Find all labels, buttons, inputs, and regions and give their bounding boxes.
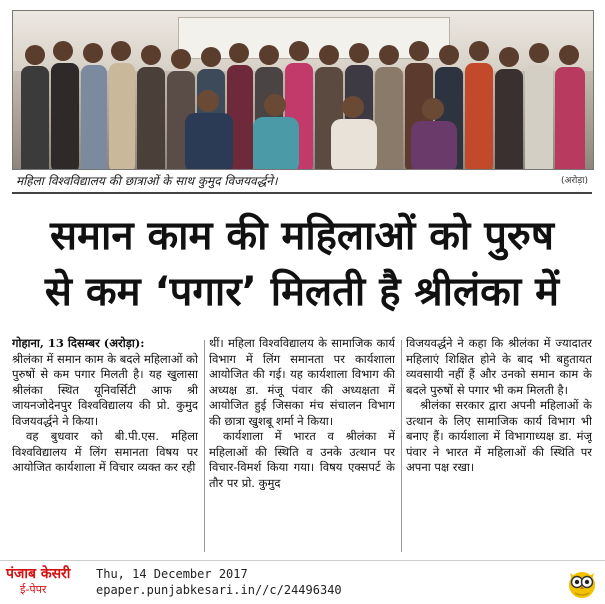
photo-people	[13, 11, 593, 169]
column-2-paragraph-2: कार्यशाला में भारत व श्रीलंका में महिलाओं की स्थिति व उनके उत्थान पर विचार-विमर्श किया गया। विषय एक्सपर्ट के तौर पर प्रो. कुमुद	[209, 429, 395, 490]
article-column-1	[12, 336, 198, 556]
caption-text: महिला विश्वविद्यालय की छात्राओं के साथ कुमुद विजयवर्द्धने।	[16, 174, 278, 188]
photo-credit: (अरोड़ा)	[560, 176, 588, 186]
headline-line-2: से कम ‘पगार’ मिलती है श्रीलंका में	[44, 269, 560, 315]
photo-caption	[12, 170, 592, 194]
article-body	[12, 336, 592, 556]
column-3-paragraph-2: श्रीलंका सरकार द्वारा अपनी महिलाओं के उत्थान के लिए सामाजिक कार्य विभाग भी बनाए हैं। कार्यशाला में विभागाध्यक्ष डा. मंजू पंवार ने भारत में महिलाओं की स्थिति पर अपना पक्ष रखा।	[406, 398, 592, 474]
column-1-paragraph-1: श्रीलंका में समान काम के बदले महिलाओं को पुरुषों से कम पगार मिलती है। यह खुलासा श्रीलंका स्थित यूनिवर्सिटी आफ श्री जायनजोदेनपुर विश्वविद्यालय की प्रो. कुमुद विजयवर्द्धने ने किया।	[12, 351, 198, 428]
article-dateline: गोहाना, 13 दिसम्बर (अरोड़ा):	[12, 336, 145, 350]
footer-date: Thu, 14 December 2017	[96, 567, 248, 581]
article-headline	[12, 208, 592, 320]
punjab-kesari-logo[interactable]	[6, 565, 86, 601]
article-column-3	[406, 336, 592, 556]
headline-line-1: समान काम की महिलाओं को पुरुष	[50, 213, 554, 259]
column-divider	[401, 340, 402, 552]
column-divider	[204, 340, 205, 552]
footer-url[interactable]: epaper.punjabkesari.in//c/24496340	[96, 583, 342, 597]
column-1-paragraph-2: वह बुधवार को बी.पी.एस. महिला विश्वविद्यालय में लिंग समानता विषय पर आयोजित कार्यशाला में विचार व्यक्त कर रही	[12, 429, 198, 474]
owl-icon	[566, 565, 598, 599]
logo-main-text: पंजाब केसरी	[6, 566, 71, 582]
article-column-2	[209, 336, 395, 556]
epaper-footer	[0, 560, 605, 604]
group-photo	[12, 10, 594, 170]
column-3-paragraph-1: विजयवर्द्धने ने कहा कि श्रीलंका में ज्यादातर महिलाएं शिक्षित होने के बाद भी बहुतायत व्यवसायी नहीं हैं और उनको समान काम के बदले पुरुषों से पगार भी कम मिलती है।	[406, 336, 592, 397]
column-2-paragraph-1: थीं। महिला विश्वविद्यालय के सामाजिक कार्य विभाग में लिंग समानता पर कार्यशाला आयोजित की गई। यह कार्यशाला विभाग की अध्यक्ष डा. मंजू पंवार की अध्यक्षता में आयोजित हुई जिसका मंच संचालन विभाग की छात्रा खुशबू शर्मा ने किया।	[209, 336, 395, 428]
logo-sub-text: ई-पेपर	[20, 583, 47, 596]
